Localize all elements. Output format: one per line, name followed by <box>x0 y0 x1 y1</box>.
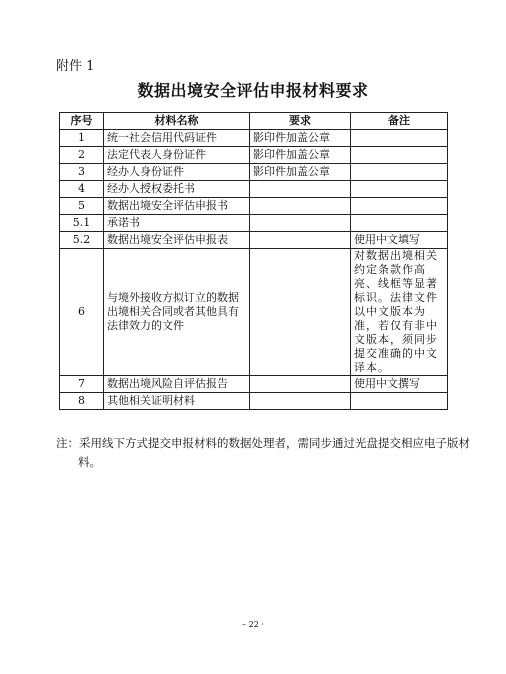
requirements-table <box>59 112 448 410</box>
row-number: 4 <box>60 181 104 198</box>
requirement <box>250 181 351 198</box>
table-row <box>60 147 448 164</box>
requirement <box>250 232 351 249</box>
material-name: 承诺书 <box>104 215 250 232</box>
table-row <box>60 249 448 376</box>
remarks <box>351 393 448 410</box>
row-number: 5.2 <box>60 232 104 249</box>
attachment-label: 附件 1 <box>56 59 95 74</box>
material-name: 其他相关证明材料 <box>104 393 250 410</box>
requirement <box>250 198 351 215</box>
footnote: 注：采用线下方式提交申报材料的数据处理者，需同步通过光盘提交相应电子版材料。 <box>56 436 470 469</box>
table-row <box>60 130 448 147</box>
requirement <box>250 249 351 376</box>
material-name: 与境外接收方拟订立的数据出境相关合同或者其他具有法律效力的文件 <box>104 249 250 376</box>
column-header-requirement: 要求 <box>250 113 351 130</box>
requirement: 影印件加盖公章 <box>250 130 351 147</box>
table-row <box>60 376 448 393</box>
remarks: 使用中文撰写 <box>351 376 448 393</box>
table-row <box>60 232 448 249</box>
requirement: 影印件加盖公章 <box>250 164 351 181</box>
material-name: 数据出境安全评估申报表 <box>104 232 250 249</box>
remarks: 使用中文填写 <box>351 232 448 249</box>
table-header-row <box>60 113 448 130</box>
table-row <box>60 181 448 198</box>
material-name: 统一社会信用代码证件 <box>104 130 250 147</box>
column-header-material-name: 材料名称 <box>104 113 250 130</box>
remarks: 对数据出境相关约定条款作高亮、线框等显著标识。法律文件以中文版本为准，若仅有非中文版本，须同步提交准确的中文译本。 <box>351 249 448 376</box>
material-name: 数据出境安全评估申报书 <box>104 198 250 215</box>
table-row <box>60 164 448 181</box>
row-number: 3 <box>60 164 104 181</box>
row-number: 6 <box>60 249 104 376</box>
material-name: 数据出境风险自评估报告 <box>104 376 250 393</box>
requirement <box>250 215 351 232</box>
row-number: 5 <box>60 198 104 215</box>
table-row <box>60 198 448 215</box>
table-row <box>60 393 448 410</box>
material-name: 法定代表人身份证件 <box>104 147 250 164</box>
row-number: 8 <box>60 393 104 410</box>
remarks <box>351 198 448 215</box>
page-number: – 22 · <box>242 620 264 629</box>
row-number: 7 <box>60 376 104 393</box>
row-number: 1 <box>60 130 104 147</box>
table-row <box>60 215 448 232</box>
remarks <box>351 147 448 164</box>
row-number: 2 <box>60 147 104 164</box>
requirement <box>250 376 351 393</box>
document-title: 数据出境安全评估申报材料要求 <box>137 81 369 100</box>
remarks <box>351 215 448 232</box>
remarks <box>351 164 448 181</box>
material-name: 经办人授权委托书 <box>104 181 250 198</box>
row-number: 5.1 <box>60 215 104 232</box>
remarks <box>351 130 448 147</box>
requirement: 影印件加盖公章 <box>250 147 351 164</box>
requirement <box>250 393 351 410</box>
column-header-remarks: 备注 <box>351 113 448 130</box>
material-name: 经办人身份证件 <box>104 164 250 181</box>
column-header-number: 序号 <box>60 113 104 130</box>
remarks <box>351 181 448 198</box>
